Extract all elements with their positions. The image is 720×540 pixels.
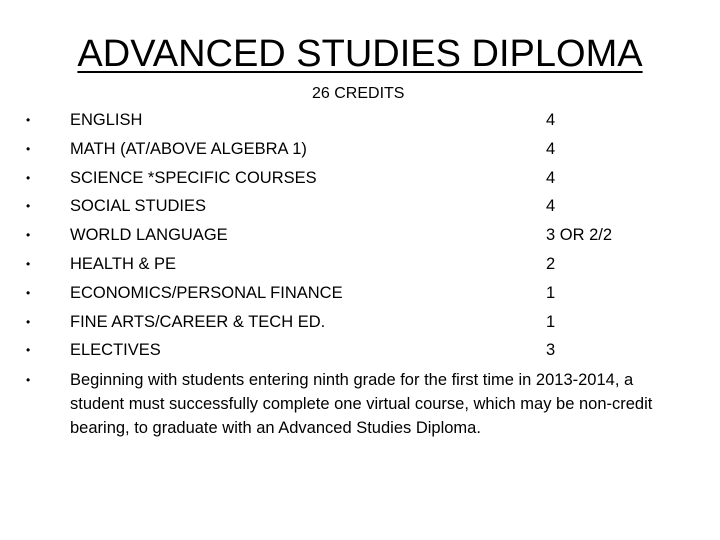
bullet-icon: • — [26, 170, 31, 185]
requirement-row — [26, 192, 696, 221]
page-title-text: ADVANCED STUDIES DIPLOMA — [77, 33, 643, 75]
requirement-row — [26, 336, 696, 365]
bullet-icon: • — [26, 343, 31, 358]
page-title — [0, 28, 720, 80]
credits-value: 3 OR 2/2 — [546, 226, 613, 245]
requirement-row — [26, 308, 696, 337]
credits-value: 3 — [546, 341, 556, 360]
requirement-row — [26, 250, 696, 279]
credits-value: 2 — [546, 254, 556, 273]
requirement-row — [26, 106, 696, 135]
requirement-row — [26, 221, 696, 250]
subject-label: ECONOMICS/PERSONAL FINANCE — [70, 283, 343, 302]
subject-label: HEALTH & PE — [70, 254, 177, 273]
bullet-icon: • — [26, 256, 31, 271]
subject-label: SCIENCE *SPECIFIC COURSES — [70, 168, 317, 187]
bullet-icon: • — [26, 373, 31, 388]
credits-total: 26 CREDITS — [312, 85, 405, 102]
bullet-icon: • — [26, 314, 31, 329]
subject-label: ELECTIVES — [70, 341, 161, 360]
bullet-icon: • — [26, 228, 31, 243]
requirement-row — [26, 279, 696, 308]
credits-value: 4 — [546, 168, 556, 187]
bullet-icon: • — [26, 285, 31, 300]
subject-label: MATH (AT/ABOVE ALGEBRA 1) — [70, 139, 307, 158]
subject-label: WORLD LANGUAGE — [70, 226, 228, 245]
credits-value: 1 — [546, 312, 556, 331]
bullet-icon: • — [26, 199, 31, 214]
requirements-list — [26, 106, 696, 440]
credits-value: 4 — [546, 197, 556, 216]
bullet-icon: • — [26, 113, 31, 127]
virtual-course-note — [26, 365, 696, 440]
subject-label: SOCIAL STUDIES — [70, 197, 207, 216]
bullet-icon: • — [26, 141, 31, 156]
credits-value: 1 — [546, 283, 556, 302]
credits-value: 4 — [546, 111, 556, 129]
requirement-row — [26, 164, 696, 193]
subject-label: FINE ARTS/CAREER & TECH ED. — [70, 312, 326, 331]
subject-label: ENGLISH — [70, 111, 143, 129]
requirement-row — [26, 135, 696, 164]
credits-value: 4 — [546, 139, 556, 158]
note-text: Beginning with students entering ninth grade for the first time in 2013-2014, a student must successfully complete one virtual course, which may be non-credit bearing, to graduate with an Advanced Studies Diploma. — [70, 371, 653, 438]
